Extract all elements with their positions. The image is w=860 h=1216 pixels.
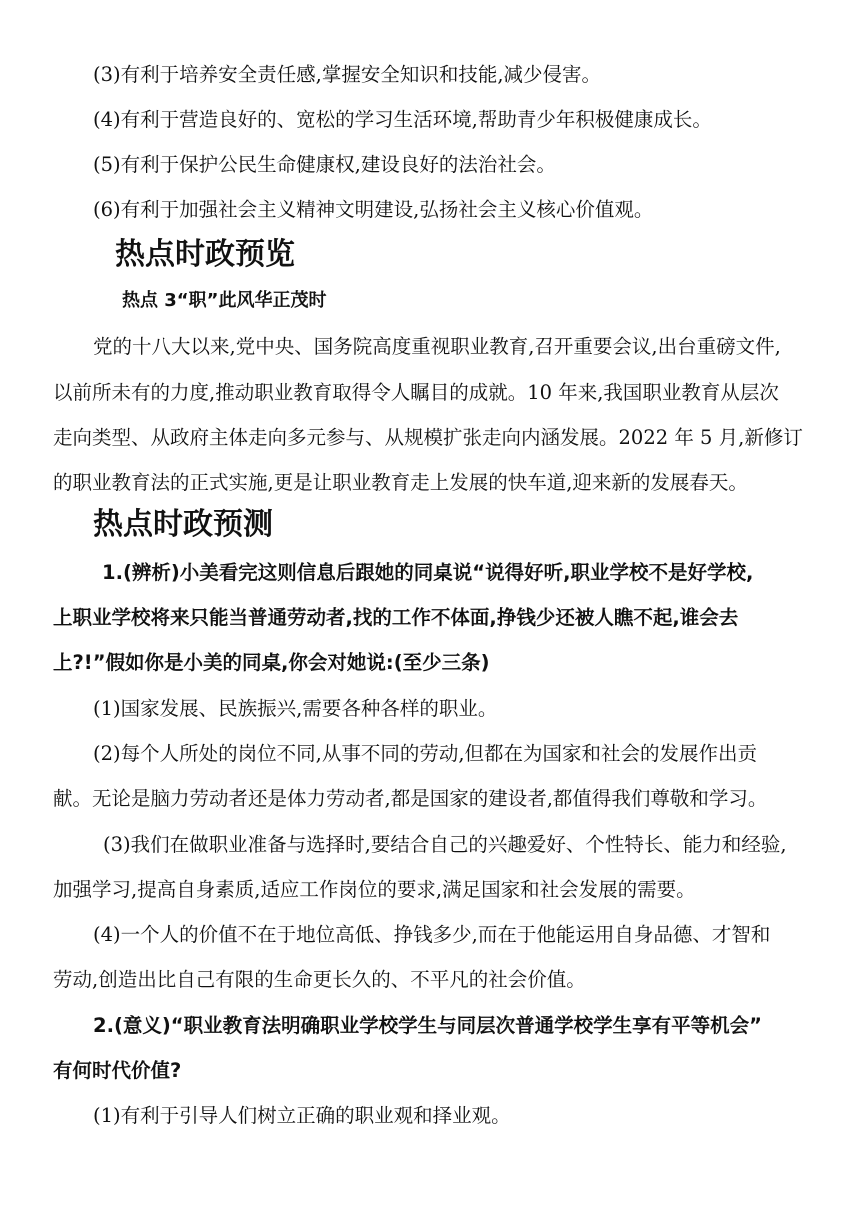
question-1-answer-3-line-1: (3)我们在做职业准备与选择时,要结合自己的兴趣爱好、个性特长、能力和经验,: [103, 833, 787, 856]
question-1-answer-4-line-1: (4)一个人的价值不在于地位高低、挣钱多少,而在于他能运用自身品德、才智和: [93, 923, 771, 946]
question-1-answer-4-line-2: 劳动,创造出比自己有限的生命更长久的、不平凡的社会价值。: [53, 968, 586, 991]
question-2-line-1: 2.(意义)“职业教育法明确职业学校学生与同层次普通学校学生享有平等机会”: [93, 1014, 762, 1037]
preview-subheading: 热点 3“职”此风华正茂时: [122, 290, 327, 311]
preview-paragraph-line-2: 以前所未有的力度,推动职业教育取得令人瞩目的成就。10 年来,我国职业教育从层次: [53, 381, 779, 404]
preview-paragraph-line-3: 走向类型、从政府主体走向多元参与、从规模扩张走向内涵发展。2022 年 5 月,新修订: [53, 426, 803, 449]
intro-item-6: (6)有利于加强社会主义精神文明建设,弘扬社会主义核心价值观。: [93, 198, 654, 221]
question-1-answer-2-line-1: (2)每个人所处的岗位不同,从事不同的劳动,但都在为国家和社会的发展作出贡: [93, 742, 758, 765]
preview-paragraph-line-1: 党的十八大以来,党中央、国务院高度重视职业教育,召开重要会议,出台重磅文件,: [93, 335, 781, 358]
question-1-answer-1: (1)国家发展、民族振兴,需要各种各样的职业。: [93, 697, 498, 720]
forecast-heading: 热点时政预测: [93, 507, 273, 542]
question-1-line-3: 上?!”假如你是小美的同桌,你会对她说:(至少三条): [53, 651, 490, 674]
question-1-answer-3-line-2: 加强学习,提高自身素质,适应工作岗位的要求,满足国家和社会发展的需要。: [53, 878, 696, 901]
question-1-line-2: 上职业学校将来只能当普通劳动者,找的工作不体面,挣钱少还被人瞧不起,谁会去: [53, 606, 739, 629]
intro-item-5: (5)有利于保护公民生命健康权,建设良好的法治社会。: [93, 153, 556, 176]
intro-item-4: (4)有利于营造良好的、宽松的学习生活环境,帮助青少年积极健康成长。: [93, 108, 712, 131]
question-2-line-2: 有何时代价值?: [53, 1059, 182, 1082]
intro-item-3: (3)有利于培养安全责任感,掌握安全知识和技能,减少侵害。: [93, 63, 602, 86]
question-2-answer-1: (1)有利于引导人们树立正确的职业观和择业观。: [93, 1104, 511, 1127]
question-1-answer-2-line-2: 献。无论是脑力劳动者还是体力劳动者,都是国家的建设者,都值得我们尊敬和学习。: [53, 787, 768, 810]
question-1-line-1: 1.(辨析)小美看完这则信息后跟她的同桌说“说得好听,职业学校不是好学校,: [102, 561, 754, 584]
preview-heading: 热点时政预览: [115, 237, 295, 272]
preview-paragraph-line-4: 的职业教育法的正式实施,更是让职业教育走上发展的快车道,迎来新的发展春天。: [53, 471, 748, 494]
